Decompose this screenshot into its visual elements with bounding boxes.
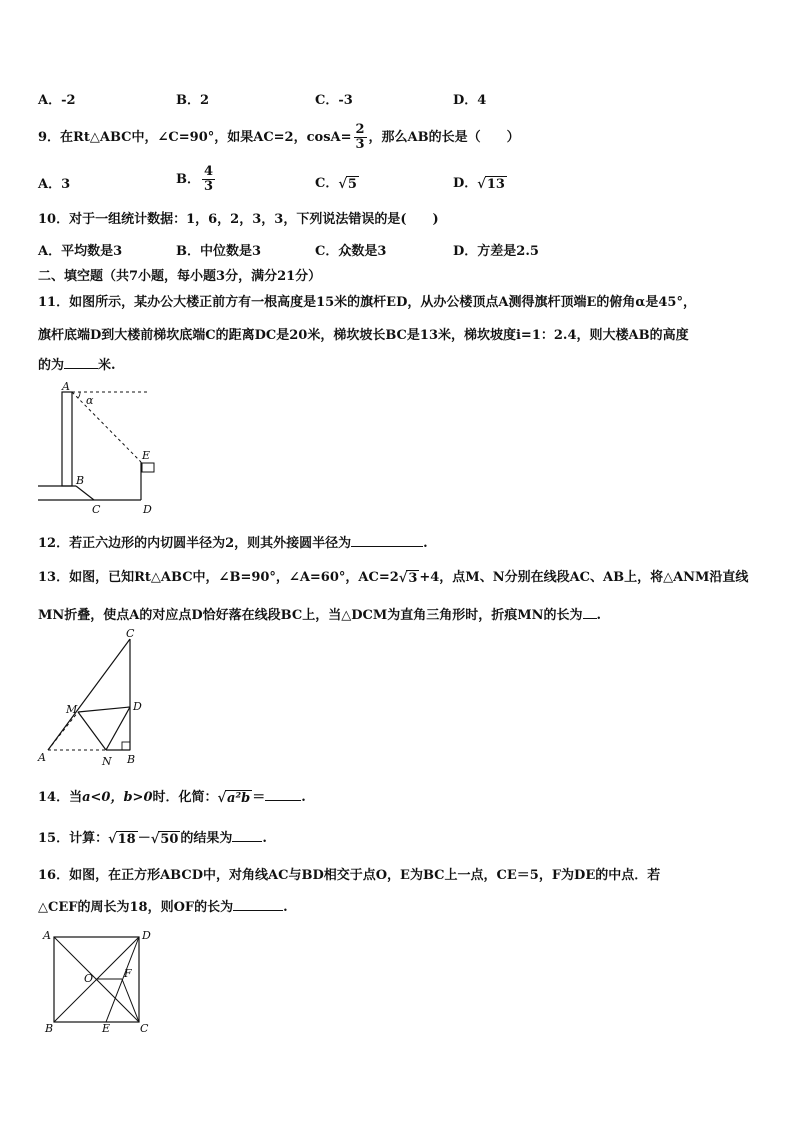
label-c: C bbox=[92, 503, 101, 515]
q9-fraction: $\frac{2}{3}$ bbox=[355, 122, 365, 152]
q14-text: 14．当a<0，b>0时．化简：√a²b ＝ . bbox=[38, 790, 306, 806]
label-d: D bbox=[143, 503, 152, 515]
segment-mn bbox=[78, 712, 106, 750]
angle-arc bbox=[78, 392, 80, 398]
label-c: C bbox=[126, 627, 135, 640]
q11-figure bbox=[36, 380, 166, 515]
ramp-bc bbox=[76, 486, 94, 500]
building-ab bbox=[62, 392, 72, 486]
flag bbox=[142, 463, 154, 472]
label-n: N bbox=[102, 755, 112, 768]
q12-text: 12．若正六边形的内切圆半径为2，则其外接圆半径为 . bbox=[38, 536, 428, 551]
q12-answer-blank[interactable] bbox=[351, 534, 423, 547]
q11-line2: 旗杆底端D到大楼前梯坎底端C的距离DC是20米，梯坎坡长BC是13米，梯坎坡度i=1：2.4，则大楼AB的高度 bbox=[38, 328, 689, 343]
segment-cf bbox=[122, 979, 139, 1022]
label-e: E bbox=[102, 1022, 111, 1035]
label-alpha: α bbox=[86, 394, 94, 407]
q9-option-c: C．√5 bbox=[315, 176, 357, 192]
label-o: O bbox=[84, 972, 94, 985]
q9-suffix: ，那么AB的长是（ ） bbox=[368, 130, 520, 145]
q16-line2: △CEF的周长为18，则OF的长为 . bbox=[38, 900, 288, 915]
q15-text: 15．计算：√18 －√50 的结果为 . bbox=[38, 831, 267, 847]
label-a: A bbox=[62, 380, 70, 393]
q16-line1: 16．如图，在正方形ABCD中，对角线AC与BD相交于点O，E为BC上一点，CE＝5，F为DE的中点．若 bbox=[38, 868, 661, 883]
q9-option-a: A．3 bbox=[38, 177, 71, 192]
q11-line1: 11．如图所示，某办公大楼正前方有一根高度是15米的旗杆ED，从办公楼顶点A测得旗杆顶端E的俯角α是45°， bbox=[38, 295, 696, 310]
label-d: D bbox=[142, 929, 151, 942]
q9-prefix: 9．在Rt△ABC中，∠C=90°，如果AC=2，cosA= bbox=[38, 130, 352, 145]
q9-option-d: D．√13 bbox=[453, 176, 505, 192]
section-heading: 二、填空题（共7小题，每小题3分，满分21分） bbox=[38, 269, 322, 284]
q13-line2: MN折叠，使点A的对应点D恰好落在线段BC上，当△DCM为直角三角形时，折痕MN的长为 . bbox=[38, 608, 602, 623]
label-a: A bbox=[38, 751, 46, 764]
label-e: E bbox=[142, 449, 151, 462]
right-angle-b bbox=[122, 742, 130, 750]
q10-option-d: D．方差是2.5 bbox=[453, 244, 539, 259]
q16-figure bbox=[36, 924, 161, 1036]
label-f: F bbox=[124, 967, 132, 980]
side-ac bbox=[48, 639, 130, 750]
label-b: B bbox=[127, 753, 136, 766]
q10-option-c: C．众数是3 bbox=[315, 244, 387, 259]
q16-answer-blank[interactable] bbox=[233, 898, 283, 911]
q10-option-a: A．平均数是3 bbox=[38, 244, 123, 259]
q8-option-a: A．-2 bbox=[38, 93, 76, 108]
q13-line1: 13．如图，已知Rt△ABC中，∠B=90°，∠A=60°，AC=2√3 +4，点M、N分别在线段AC、AB上，将△ANM沿直线 bbox=[38, 570, 749, 586]
q10-stem: 10．对于一组统计数据：1，6，2，3，3，下列说法错误的是( ) bbox=[38, 212, 439, 227]
q13-answer-blank[interactable] bbox=[583, 606, 597, 619]
label-b: B bbox=[76, 474, 85, 487]
q13-figure bbox=[34, 625, 154, 770]
q9-stem bbox=[38, 118, 520, 158]
label-b: B bbox=[45, 1022, 54, 1035]
q8-option-c: C．-3 bbox=[315, 93, 353, 108]
label-c: C bbox=[140, 1022, 149, 1035]
label-a: A bbox=[43, 929, 51, 942]
q9-option-b: B． $\frac{4}{3}$ bbox=[176, 164, 214, 194]
side-an-dashed bbox=[48, 712, 78, 750]
q15-answer-blank[interactable] bbox=[232, 829, 262, 842]
q14-answer-blank[interactable] bbox=[265, 788, 301, 801]
q8-option-b: B．2 bbox=[176, 93, 210, 108]
q10-option-b: B．中位数是3 bbox=[176, 244, 262, 259]
segment-nd bbox=[106, 707, 130, 750]
depression-sight-line bbox=[72, 392, 141, 462]
q11-answer-blank[interactable] bbox=[64, 356, 98, 369]
label-m: M bbox=[66, 703, 78, 716]
q11-line3: 的为 米. bbox=[38, 358, 116, 373]
segment-md bbox=[78, 707, 130, 712]
label-d: D bbox=[133, 700, 142, 713]
q8-option-d: D．4 bbox=[453, 93, 487, 108]
